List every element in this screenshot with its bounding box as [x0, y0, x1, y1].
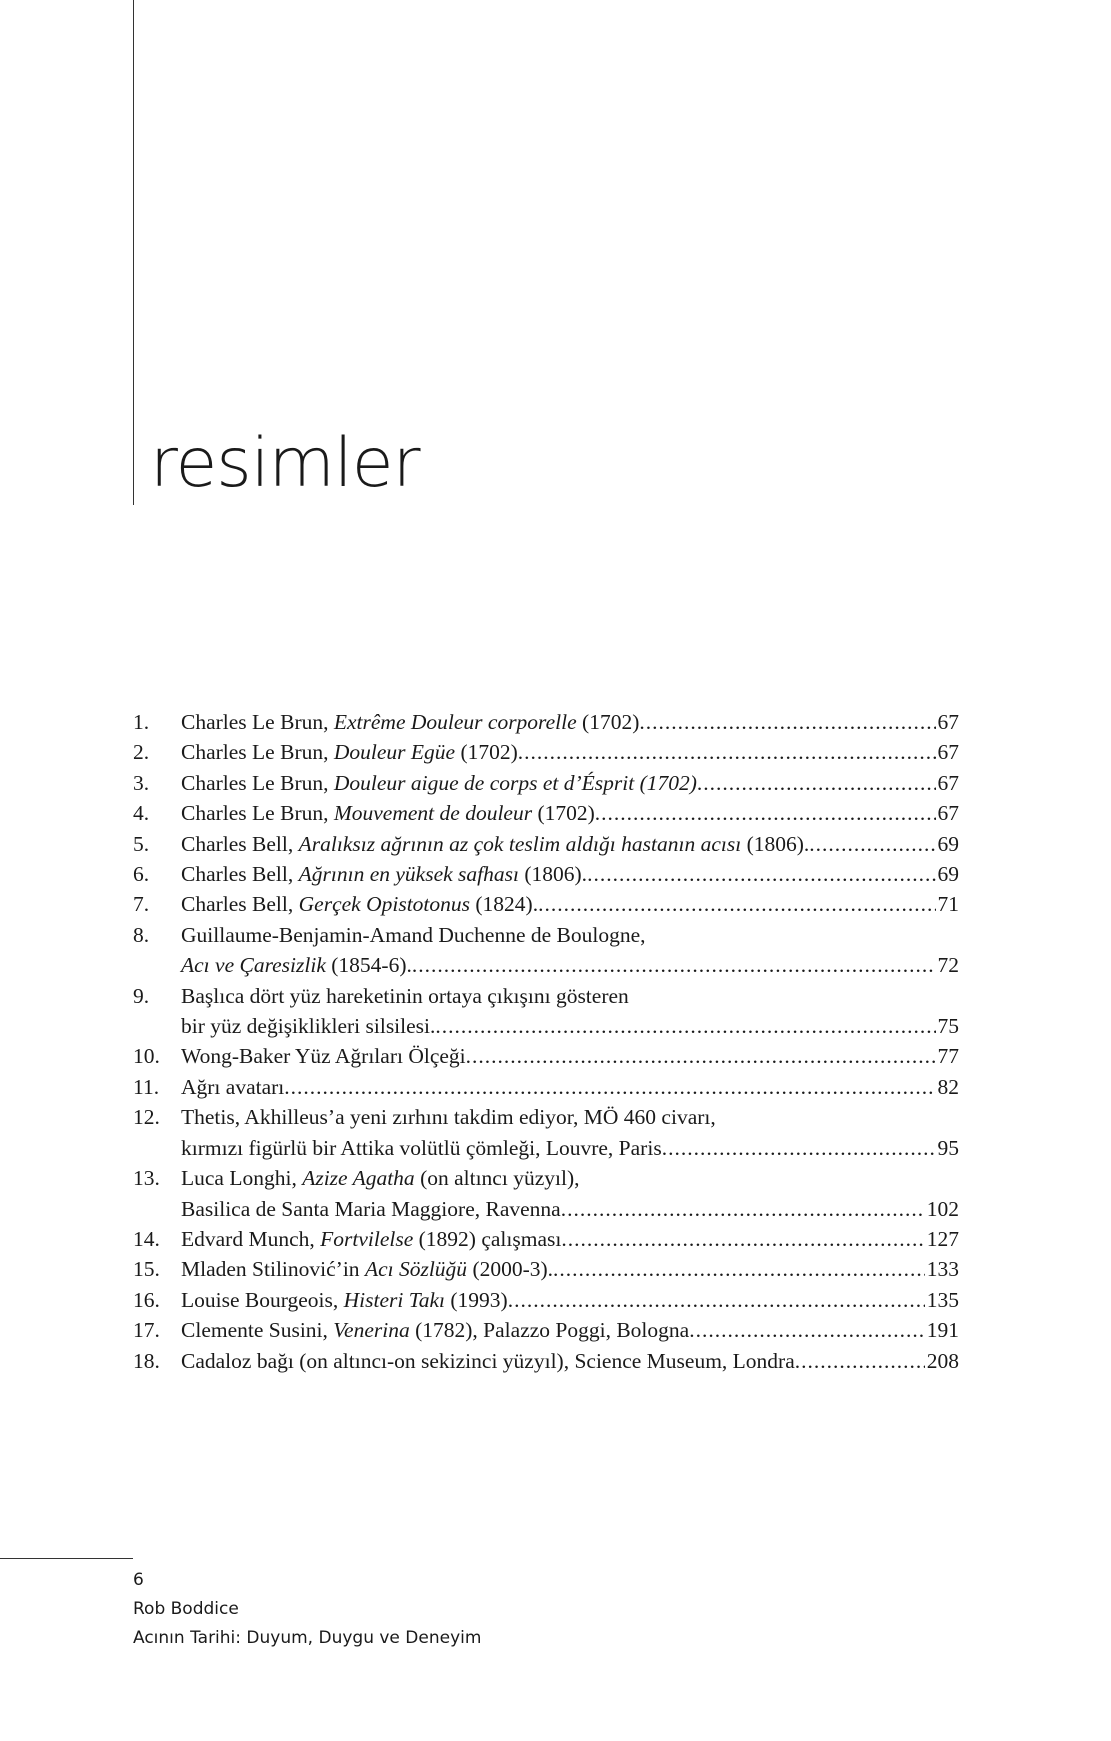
entry-date: (1702)	[576, 710, 640, 734]
entry-title-italic: Ağrının en yüksek safhası	[298, 862, 519, 887]
entry-number: 7.	[133, 892, 150, 917]
dot-leader	[538, 889, 935, 919]
entry-number: 6.	[133, 862, 150, 887]
figure-entry	[133, 798, 959, 828]
entry-author: Wong-Baker Yüz Ağrıları Ölçeği	[181, 1044, 466, 1069]
entry-text	[181, 1285, 508, 1315]
entry-author: bir yüz değişiklikleri silsilesi.	[181, 1014, 436, 1039]
entry-number: 3.	[133, 770, 150, 795]
entry-page-number: 82	[937, 1074, 959, 1099]
entry-title-italic: Histeri Takı	[343, 1287, 445, 1312]
entry-title-italic: Acı ve Çaresizlik	[181, 953, 326, 978]
entry-date: (1702)	[455, 740, 518, 765]
entry-text	[181, 889, 538, 919]
figure-entry	[133, 920, 959, 981]
dot-leader	[435, 1011, 935, 1041]
entry-first-line: Thetis, Akhilleus’a yeni zırhını takdim ediyor, MÖ 460 civarı,	[181, 1105, 716, 1130]
entry-number: 13.	[133, 1166, 160, 1191]
figure-entry	[133, 1254, 959, 1284]
entry-author: Basilica de Santa Maria Maggiore, Ravenna	[181, 1196, 561, 1221]
entry-page-number: 133	[926, 1257, 959, 1282]
entry-number: 14.	[133, 1226, 160, 1251]
entry-title-italic: Acı Sözlüğü	[364, 1257, 468, 1282]
entry-page-number: 135	[926, 1287, 959, 1312]
entry-text	[181, 829, 809, 859]
dot-leader	[662, 1133, 936, 1163]
figure-entry	[133, 829, 959, 859]
dot-leader	[561, 1194, 925, 1224]
figure-entry	[133, 981, 959, 1042]
entry-date: (1702)	[532, 801, 595, 826]
entry-number: 8.	[133, 922, 150, 947]
entry-number: 5.	[133, 831, 150, 856]
entry-date: (1806).	[741, 831, 810, 856]
dot-leader	[553, 1254, 925, 1284]
entry-text	[181, 768, 697, 798]
dot-leader	[639, 707, 935, 737]
entry-author: Louise Bourgeois,	[181, 1287, 344, 1312]
entry-author: Charles Le Brun,	[181, 770, 334, 795]
dot-leader	[587, 859, 935, 889]
entry-text	[181, 798, 595, 828]
entry-number: 10.	[133, 1044, 160, 1069]
entry-number: 17.	[133, 1318, 160, 1343]
entry-title-italic: Gerçek Opistotonus	[298, 892, 471, 917]
entry-text-part: Luca Longhi,	[181, 1166, 303, 1191]
figure-entry	[133, 859, 959, 889]
entry-date: (1854-6).	[325, 953, 412, 978]
entry-date: (1782), Palazzo Poggi, Bologna	[409, 1318, 690, 1343]
figure-entry	[133, 1315, 959, 1345]
entry-title-italic: Fortvilelse	[320, 1226, 414, 1251]
entry-text	[181, 1133, 662, 1163]
figure-entry	[133, 1102, 959, 1163]
figure-entry	[133, 1041, 959, 1071]
entry-author: Charles Bell,	[181, 862, 299, 887]
entry-author: Charles Le Brun,	[181, 710, 334, 734]
entry-page-number: 67	[937, 801, 959, 826]
entry-page-number: 191	[926, 1318, 959, 1343]
entry-number: 9.	[133, 983, 150, 1008]
entry-page-number: 72	[937, 953, 959, 978]
figure-entry	[133, 707, 959, 737]
entry-author: kırmızı figürlü bir Attika volütlü çömleği, Louvre, Paris	[181, 1135, 662, 1160]
dot-leader	[697, 768, 936, 798]
entry-page-number: 67	[937, 740, 959, 765]
entry-first-line: Guillaume-Benjamin-Amand Duchenne de Boulogne,	[181, 922, 646, 947]
entry-number: 2.	[133, 740, 150, 765]
entry-text	[181, 1194, 561, 1224]
entry-title-italic: Douleur aigue de corps et d’Ésprit (1702)	[333, 770, 697, 795]
entry-text	[181, 1224, 561, 1254]
entry-author: Charles Le Brun,	[181, 801, 334, 826]
entry-author: Charles Bell,	[181, 892, 299, 917]
entry-title-italic: Douleur Egüe	[333, 740, 456, 765]
entry-number: 4.	[133, 801, 150, 826]
figure-entry	[133, 1163, 959, 1224]
dot-leader	[561, 1224, 924, 1254]
entry-number: 16.	[133, 1287, 160, 1312]
entry-page-number: 127	[926, 1226, 959, 1251]
entry-number: 18.	[133, 1348, 160, 1373]
dot-leader	[518, 737, 936, 767]
entry-title-italic: Mouvement de douleur	[333, 801, 533, 826]
entry-author: Mladen Stilinović’in	[181, 1257, 365, 1282]
entry-page-number: 71	[937, 892, 959, 917]
entry-number: 12.	[133, 1105, 160, 1130]
entry-page-number: 67	[937, 770, 959, 795]
entry-date: (2000-3).	[467, 1257, 554, 1282]
entry-title-italic: Extrême Douleur corporelle	[333, 710, 577, 734]
entry-text	[181, 1072, 284, 1102]
entry-first-line	[181, 1163, 959, 1193]
entry-author: Clemente Susini,	[181, 1318, 334, 1343]
entry-text	[181, 859, 587, 889]
entry-text	[181, 950, 412, 980]
entry-text	[181, 1011, 435, 1041]
entry-page-number: 69	[937, 862, 959, 887]
entry-text	[181, 1041, 466, 1071]
figure-entry	[133, 1285, 959, 1315]
entry-number: 1.	[133, 710, 150, 734]
dot-leader	[412, 950, 936, 980]
entry-text	[181, 737, 518, 767]
dot-leader	[809, 829, 935, 859]
entry-page-number: 67	[937, 710, 959, 734]
page-footer	[133, 1566, 481, 1653]
dot-leader	[689, 1315, 925, 1345]
entry-text	[181, 1346, 795, 1376]
figure-entry	[133, 1072, 959, 1102]
entry-date: (1892) çalışması	[413, 1226, 562, 1251]
entry-text	[181, 1254, 553, 1284]
entry-date: (1806).	[518, 862, 588, 887]
entry-page-number: 69	[937, 831, 959, 856]
entry-number: 11.	[133, 1074, 160, 1099]
entry-text	[181, 707, 639, 737]
entry-date: (1824).	[470, 892, 539, 917]
entry-text-part: (on altıncı yüzyıl),	[414, 1166, 580, 1191]
entry-title-italic: Venerina	[333, 1318, 410, 1343]
entry-text	[181, 1315, 689, 1345]
entry-author: Charles Bell,	[181, 831, 299, 856]
entry-author: Ağrı avatarı	[181, 1074, 285, 1099]
dot-leader	[284, 1072, 935, 1102]
vertical-rule	[133, 0, 134, 505]
footer-rule	[0, 1558, 133, 1559]
dot-leader	[795, 1346, 925, 1376]
page-number: 6	[133, 1570, 144, 1590]
entry-page-number: 102	[926, 1196, 959, 1221]
figure-entry	[133, 737, 959, 767]
figure-list	[133, 707, 959, 1376]
book-title: Acının Tarihi: Duyum, Duygu ve Deneyim	[133, 1628, 482, 1648]
figure-entry	[133, 1224, 959, 1254]
author-name: Rob Boddice	[133, 1599, 239, 1619]
section-heading: resimler	[150, 424, 420, 503]
entry-page-number: 77	[937, 1044, 959, 1069]
figure-entry	[133, 768, 959, 798]
dot-leader	[595, 798, 936, 828]
entry-title-italic: Aralıksız ağrının az çok teslim aldığı hastanın acısı	[298, 831, 742, 856]
entry-first-line: Başlıca dört yüz hareketinin ortaya çıkışını gösteren	[181, 983, 629, 1008]
entry-title-italic: Azize Agatha	[302, 1166, 415, 1191]
entry-page-number: 75	[937, 1014, 959, 1039]
entry-date: (1993)	[445, 1287, 508, 1312]
entry-author: Charles Le Brun,	[181, 740, 334, 765]
dot-leader	[508, 1285, 925, 1315]
dot-leader	[466, 1041, 936, 1071]
entry-page-number: 95	[937, 1135, 959, 1160]
entry-page-number: 208	[926, 1348, 959, 1373]
entry-author: Edvard Munch,	[181, 1226, 321, 1251]
entry-author: Cadaloz bağı (on altıncı-on sekizinci yüzyıl), Science Museum, Londra	[181, 1348, 795, 1373]
figure-entry	[133, 889, 959, 919]
entry-number: 15.	[133, 1257, 160, 1282]
figure-entry	[133, 1346, 959, 1376]
